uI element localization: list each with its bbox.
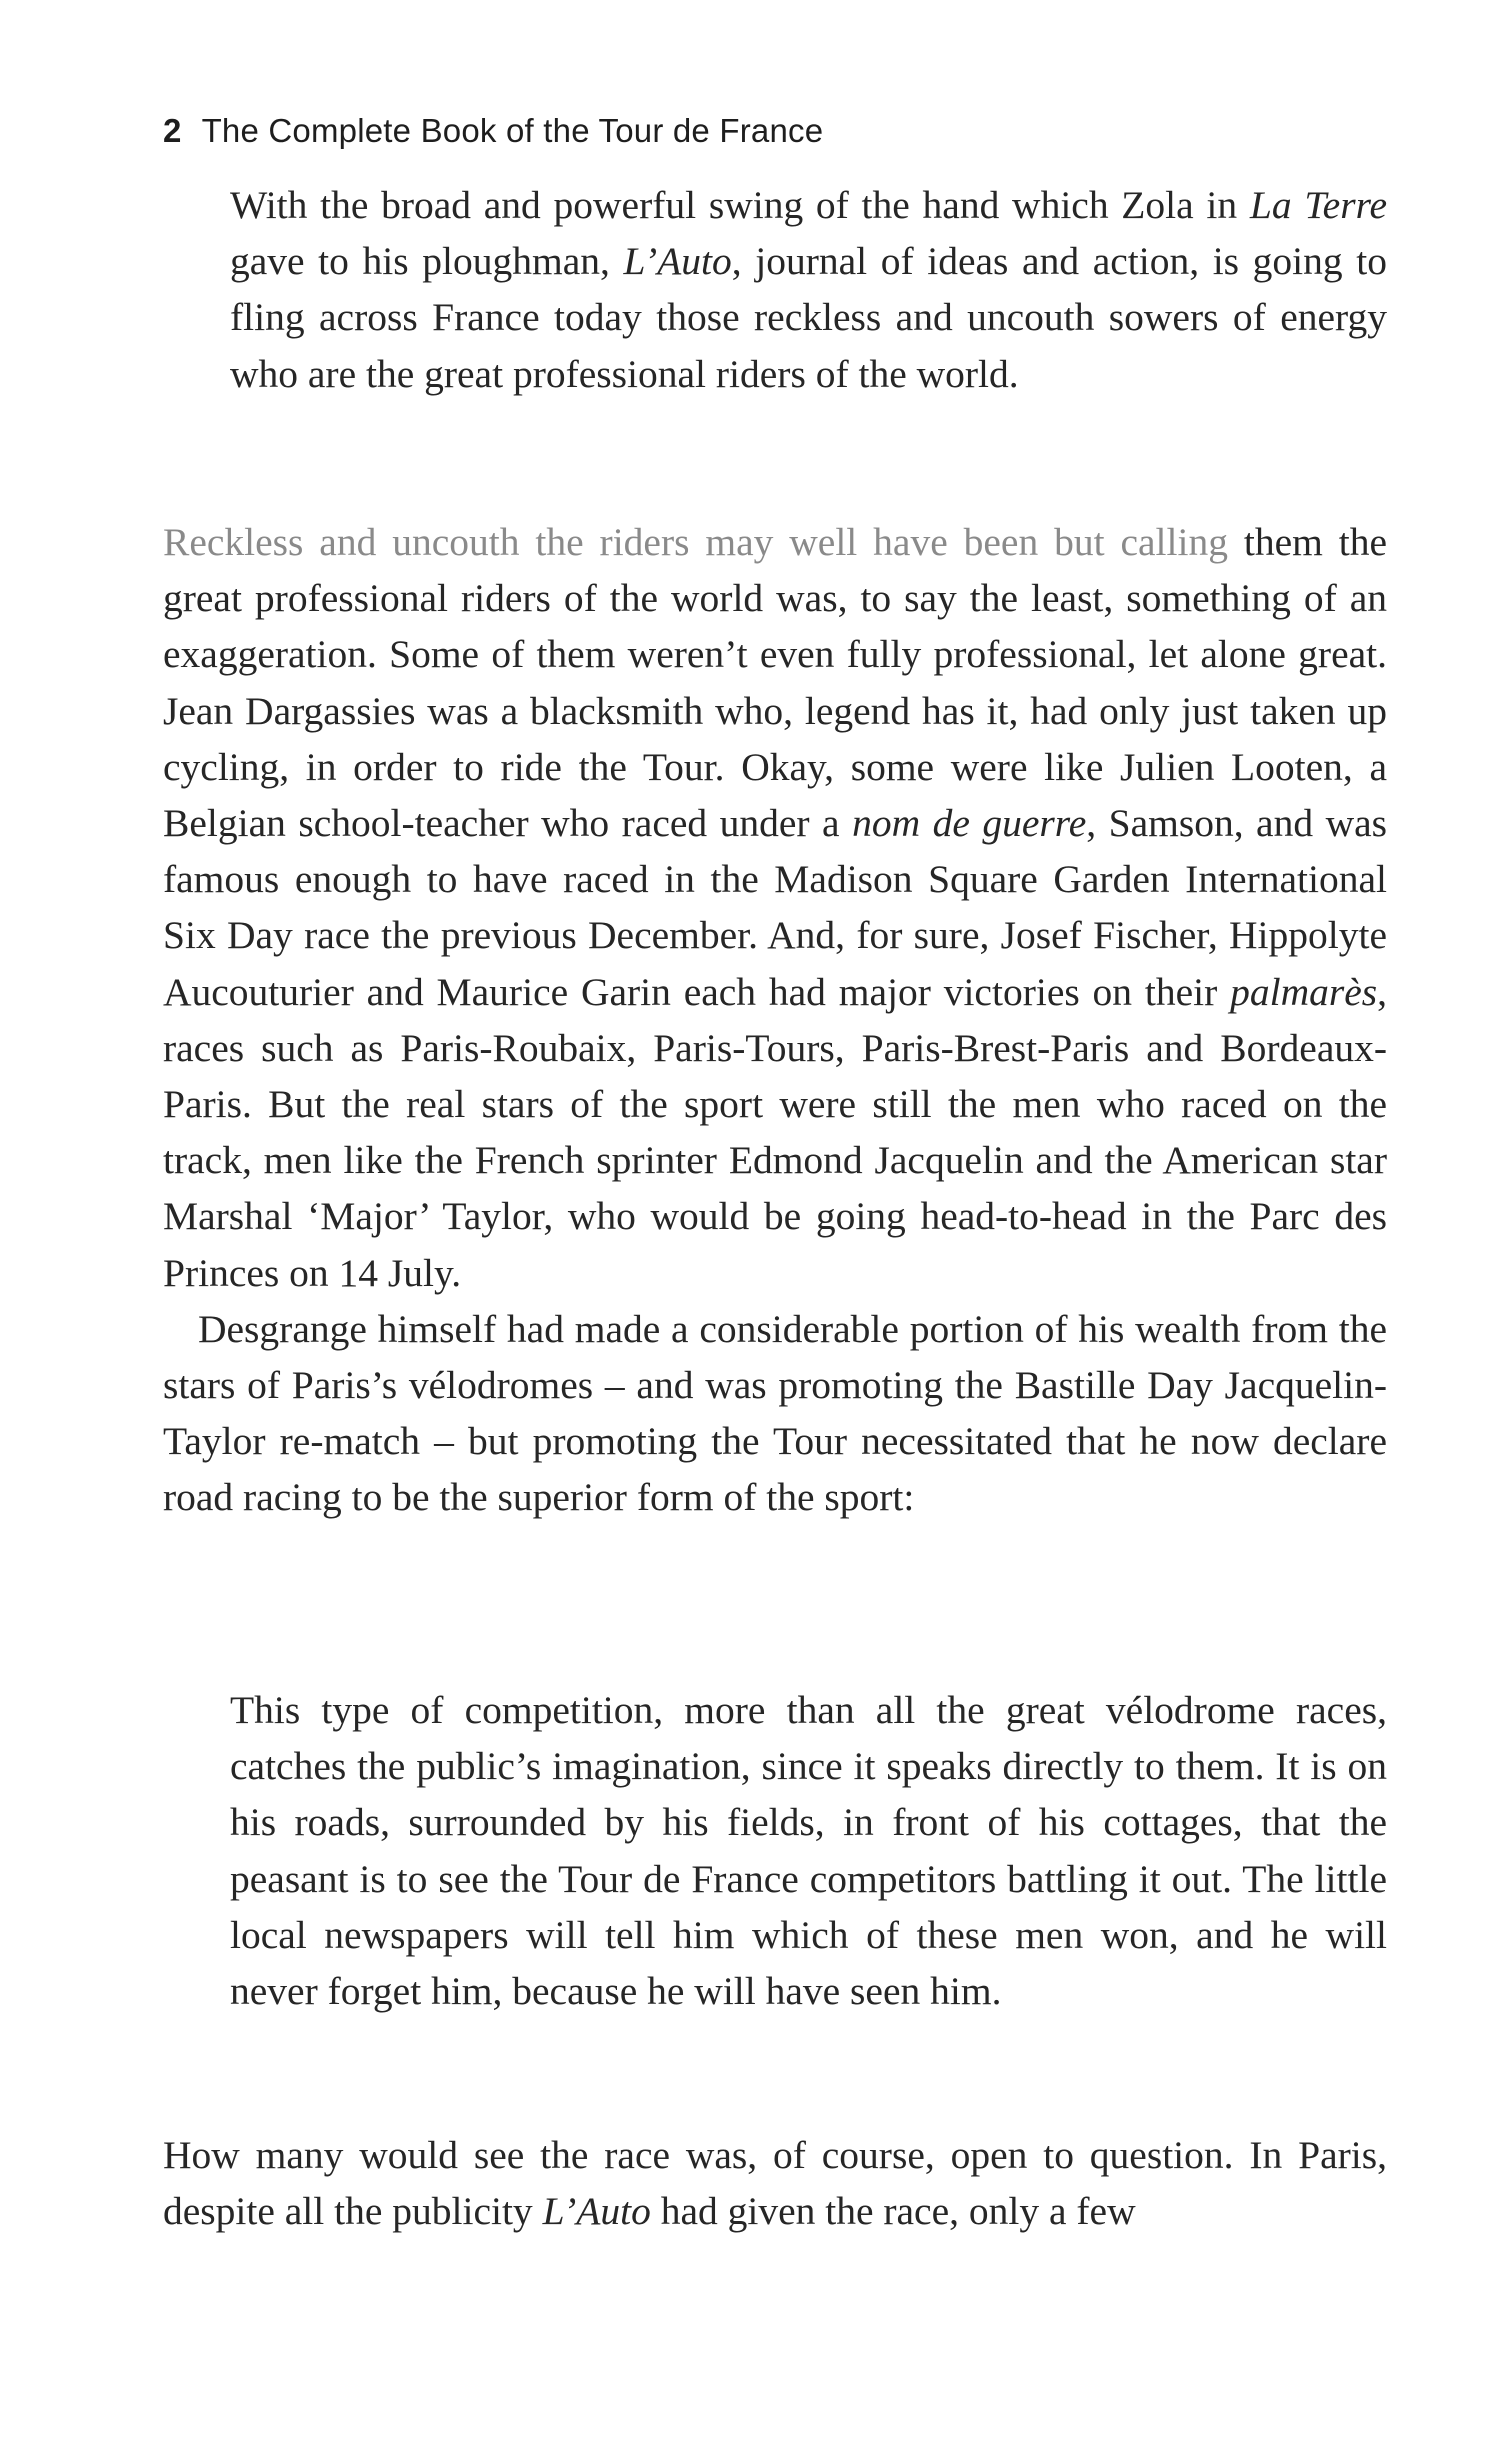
opening-quote: With the broad and powerful swing of the hand which Zola in La Terre gave to his ploughman, L’Auto, journal of ideas and action, is going to fling across France today those reckless and uncouth sowers of energy who are the great professional riders of the world. bbox=[230, 183, 1388, 396]
work-title: La Terre bbox=[1249, 183, 1388, 227]
paragraph-2: Desgrange himself had made a considerable portion of his wealth from the stars of Paris’s vélodromes – and was promoting the Bastille Day Jacquelin-Taylor re-match – but promoting the Tour necessitated that he now declare road racing to be the superior form of the sport: bbox=[163, 1306, 1387, 1520]
body-text bbox=[163, 514, 1387, 1526]
nom-de-guerre: nom de guerre bbox=[852, 801, 1087, 846]
block-quote: This type of competition, more than all the great vélodrome races, catches the public’s imagination, since it speaks directly to them. It is on his roads, surrounded by his fields, in front of his cottages, that the peasant is to see the Tour de France competitors battling it out. The little local newspapers will tell him which of these men won, and he will never forget him, because he will have seen him. bbox=[230, 1688, 1387, 2014]
journal-name: L’Auto bbox=[542, 2189, 651, 2234]
page-number: 2 bbox=[163, 112, 182, 149]
faded-lead-text: Reckless and uncouth the riders may well have been but calling bbox=[163, 520, 1228, 564]
palmares: palmarès bbox=[1230, 969, 1378, 1014]
paragraph-3: How many would see the race was, of course, open to question. In Paris, despite all the publicity L’Auto had given the race, only a few bbox=[163, 2133, 1387, 2234]
running-head bbox=[163, 112, 823, 150]
journal-name: L’Auto bbox=[623, 239, 732, 284]
paragraph-1: Reckless and uncouth the riders may well have been but calling them the great professional riders of the world was, to say the least, something of an exaggeration. Some of them weren’t even fully professional, let alone great. Jean Dargassies was a blacksmith who, legend has it, had only just taken up cycling, in order to ride the Tour. Okay, some were like Julien Looten, a Belgian school-teacher who raced under a nom de guerre, Samson, and was famous enough to have raced in the Madison Square Garden International Six Day race the previous December. And, for sure, Josef Fischer, Hippolyte Aucouturier and Maurice Garin each had major victories on their palmarès, races such as Paris-Roubaix, Paris-Tours, Paris-Brest-Paris and Bordeaux-Paris. But the real stars of the sport were still the men who raced on the track, men like the French sprinter Edmond Jacquelin and the American star Marshal ‘Major’ Taylor, who would be going head-to-head in the Parc des Princes on 14 July. bbox=[163, 520, 1388, 1295]
book-title: The Complete Book of the Tour de France bbox=[201, 112, 824, 149]
